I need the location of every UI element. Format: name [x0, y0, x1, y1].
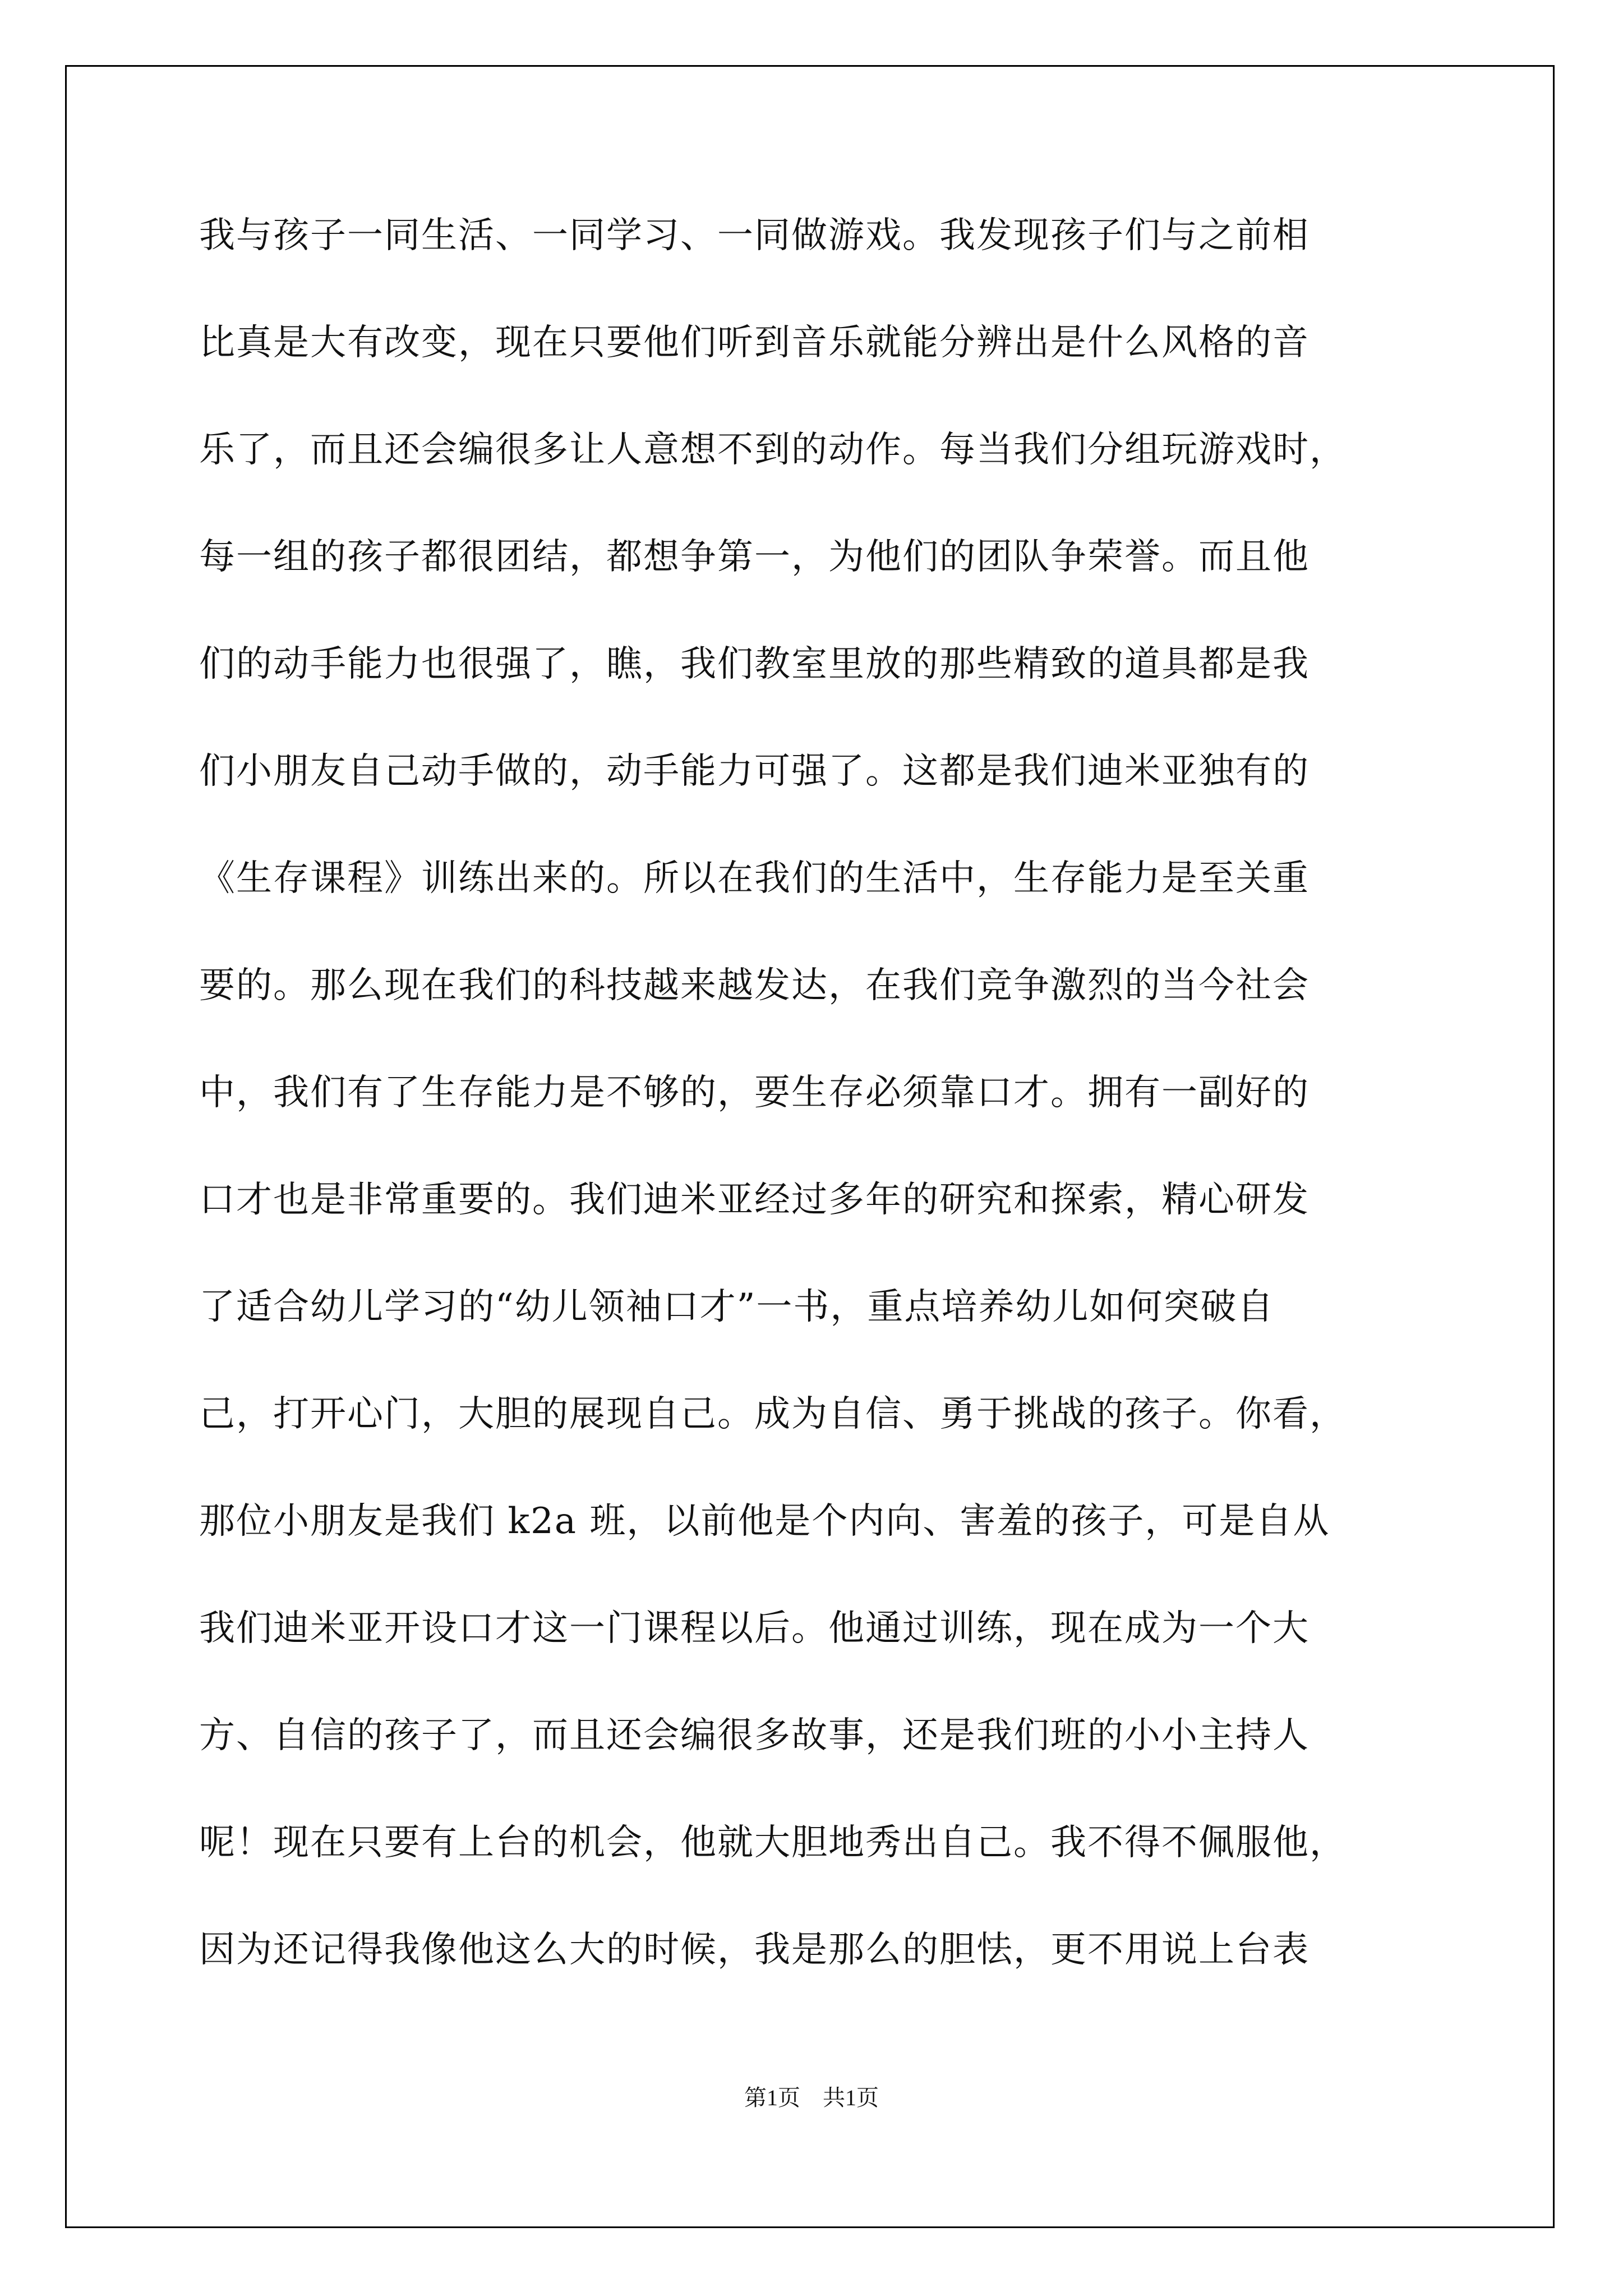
- text-line: 了适合幼儿学习的“幼儿领袖口才”一书，重点培养幼儿如何突破自: [199, 1286, 1275, 1328]
- text-line: 中，我们有了生存能力是不够的，要生存必须靠口才。拥有一副好的: [199, 1072, 1310, 1114]
- text-line: 我们迪米亚开设口才这一门课程以后。他通过训练，现在成为一个大: [199, 1608, 1310, 1649]
- text-line: 每一组的孩子都很团结，都想争第一，为他们的团队争荣誉。而且他: [199, 536, 1310, 578]
- text-line: 们小朋友自己动手做的，动手能力可强了。这都是我们迪米亚独有的: [199, 751, 1310, 792]
- text-line: 因为还记得我像他这么大的时候，我是那么的胆怯，更不用说上台表: [199, 1929, 1310, 1971]
- page-number-footer: 第1页 共1页: [744, 2085, 879, 2110]
- text-line: 我与孩子一同生活、一同学习、一同做游戏。我发现孩子们与之前相: [199, 215, 1310, 256]
- text-line: 方、自信的孩子了，而且还会编很多故事，还是我们班的小小主持人: [199, 1715, 1310, 1756]
- text-line: 要的。那么现在我们的科技越来越发达，在我们竞争激烈的当今社会: [199, 965, 1310, 1006]
- text-line: 那位小朋友是我们 k2a 班，以前他是个内向、害羞的孩子，可是自从: [199, 1501, 1330, 1542]
- text-line: 比真是大有改变，现在只要他们听到音乐就能分辨出是什么风格的音: [199, 322, 1310, 364]
- text-line: 口才也是非常重要的。我们迪米亚经过多年的研究和探索，精心研发: [199, 1179, 1310, 1221]
- document-body: [199, 215, 1433, 2039]
- text-line: 乐了，而且还会编很多让人意想不到的动作。每当我们分组玩游戏时，: [199, 429, 1347, 471]
- text-line: 《生存课程》训练出来的。所以在我们的生活中，生存能力是至关重: [199, 858, 1310, 899]
- text-line: 们的动手能力也很强了，瞧，我们教室里放的那些精致的道具都是我: [199, 643, 1310, 685]
- text-line: 呢！现在只要有上台的机会，他就大胆地秀出自己。我不得不佩服他，: [199, 1822, 1347, 1864]
- text-line: 己，打开心门，大胆的展现自己。成为自信、勇于挑战的孩子。你看，: [199, 1393, 1347, 1435]
